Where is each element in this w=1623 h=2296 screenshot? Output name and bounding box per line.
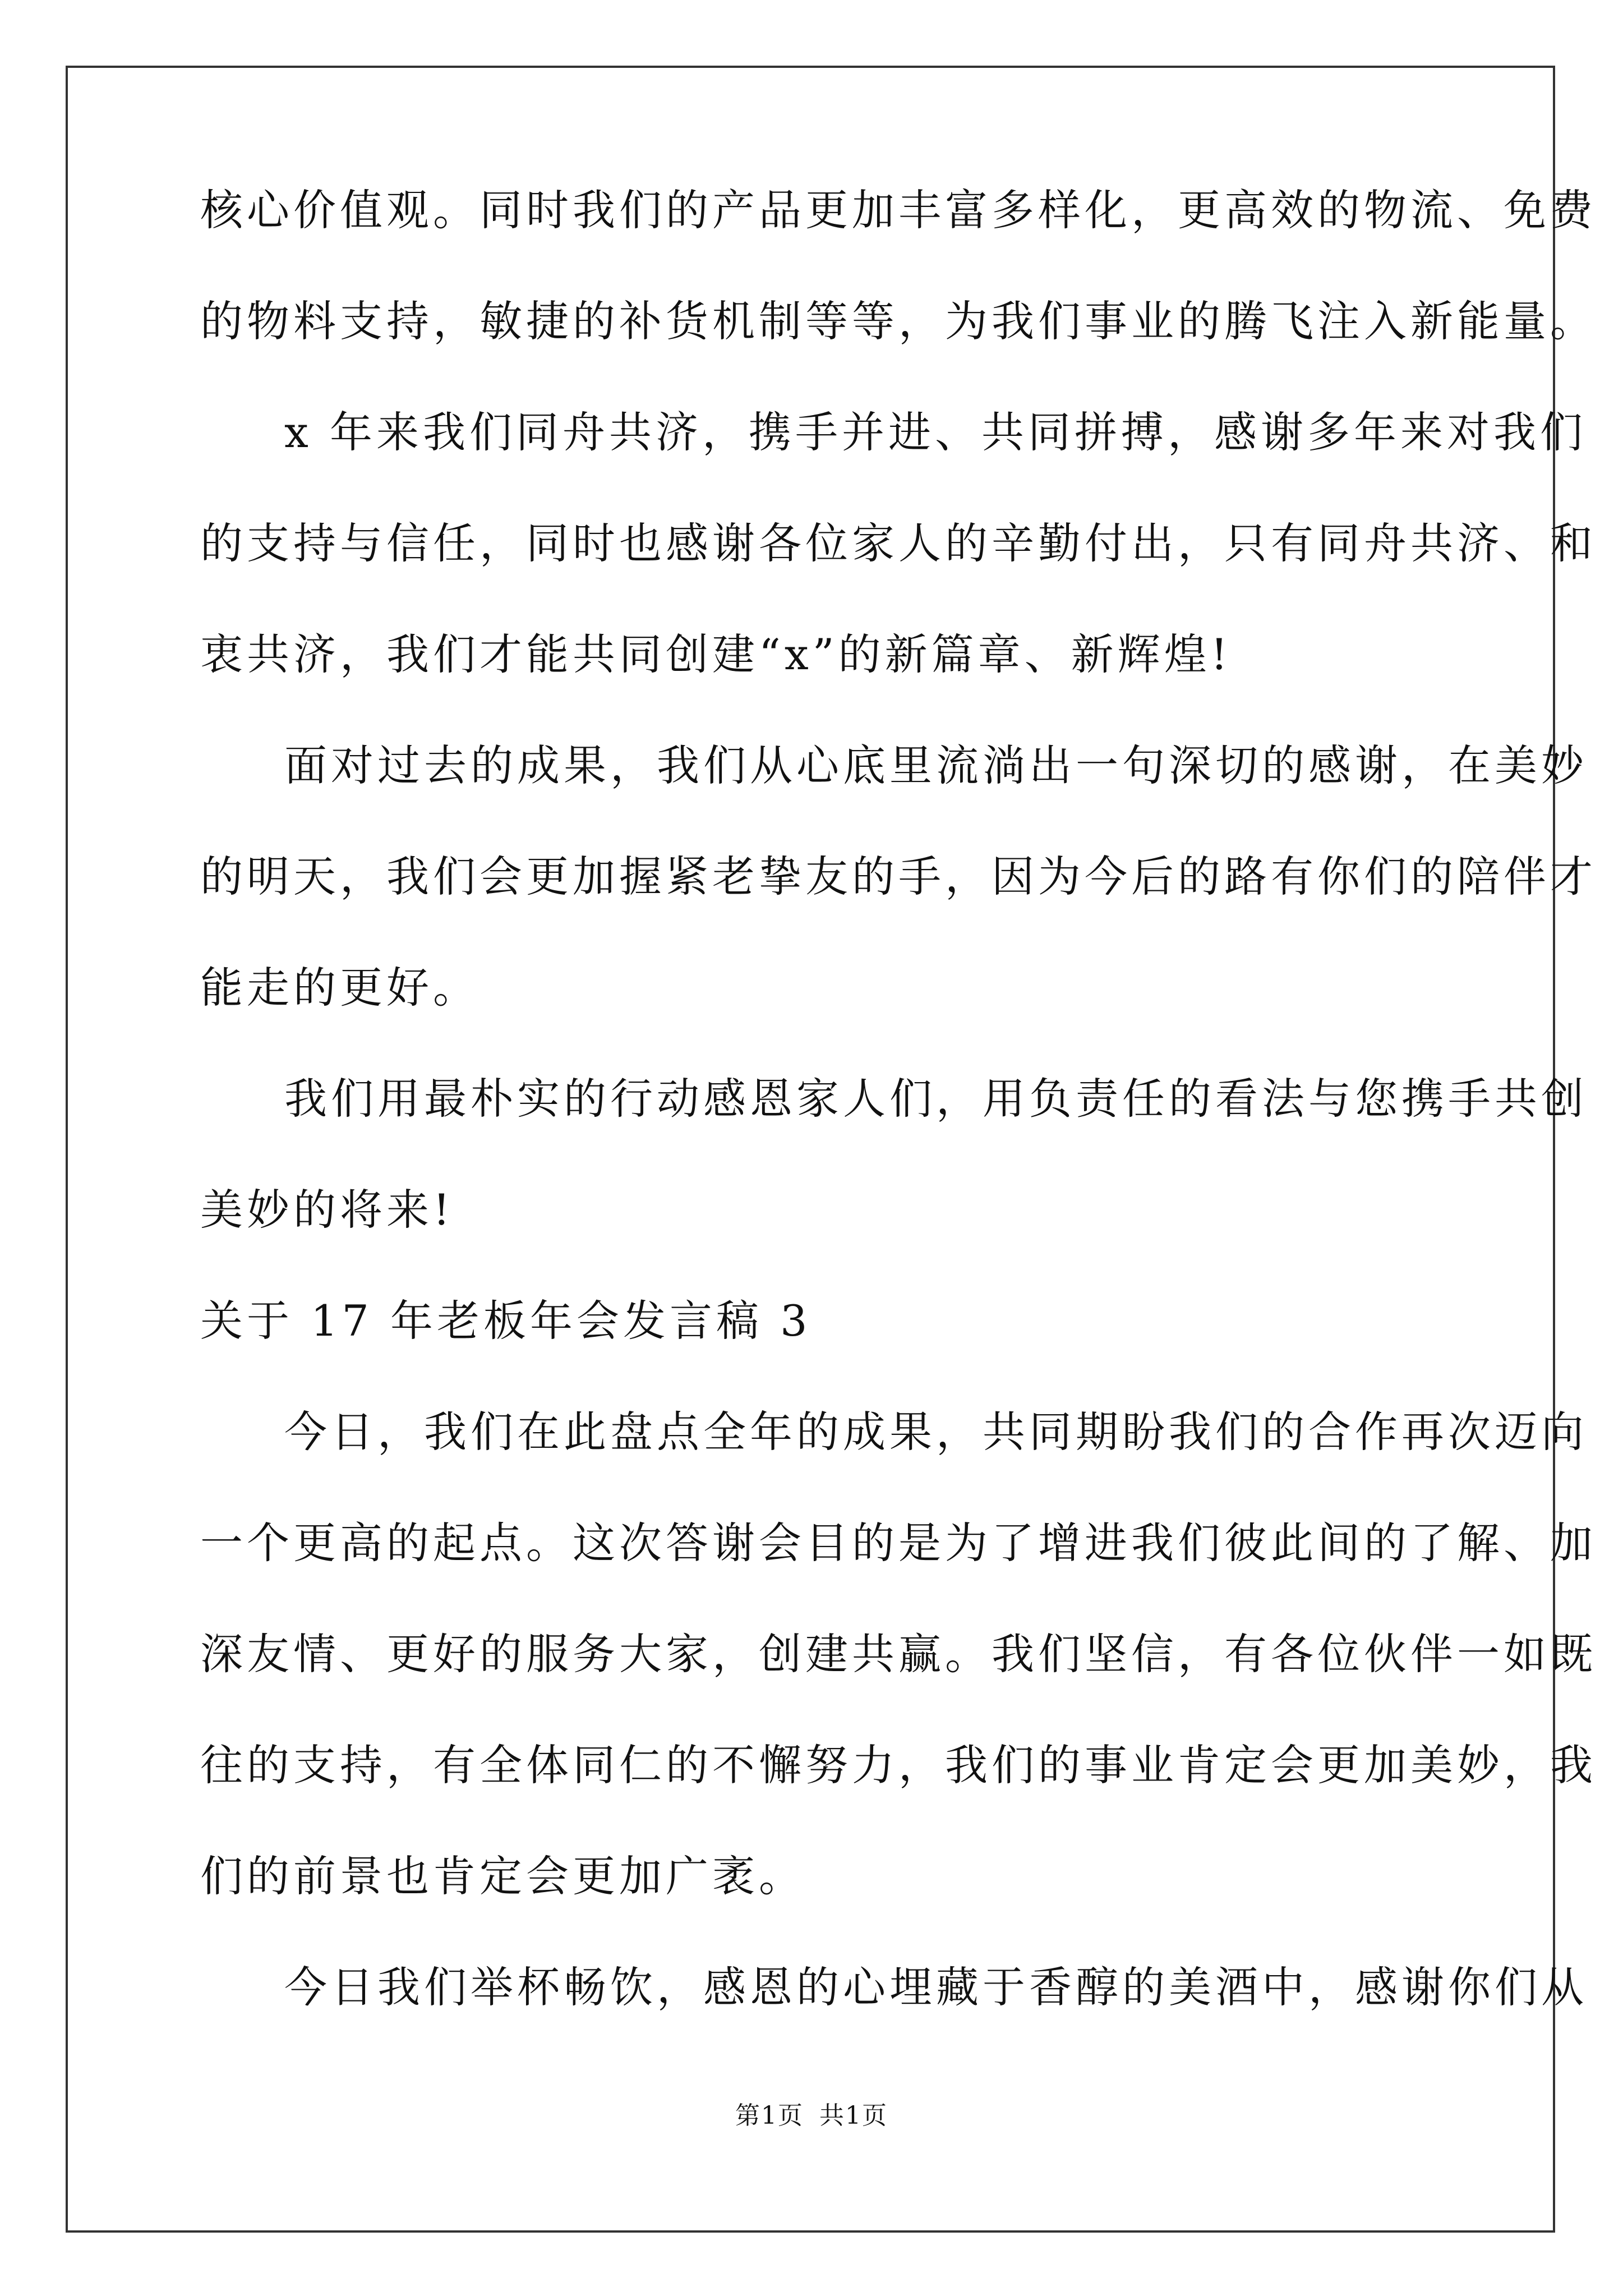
page-count: 共1页 [819,2101,888,2130]
text-line: 能走的更好。 [200,963,479,1013]
text-line: 衷共济，我们才能共同创建“x”的新篇章、新辉煌! [200,629,1232,679]
text-line: 的支持与信任，同时也感谢各位家人的辛勤付出，只有同舟共济、和 [200,518,1597,568]
page-border [66,66,1555,2233]
section-heading: 关于 17 年老板年会发言稿 3 [200,1296,811,1346]
text-line: 核心价值观。同时我们的产品更加丰富多样化，更高效的物流、免费 [200,185,1597,235]
text-line: 一个更高的起点。这次答谢会目的是为了增进我们彼此间的了解、加 [200,1518,1597,1568]
text-line: 们的前景也肯定会更加广袤。 [200,1851,805,1901]
paragraph-start-line: 我们用最朴实的行动感恩家人们，用负责任的看法与您携手共创 [284,1074,1588,1124]
paragraph-start-line: 今日我们举杯畅饮，感恩的心埋藏于香醇的美酒中，感谢你们从 [284,1962,1588,2012]
paragraph-start-line: x 年来我们同舟共济，携手并进、共同拼搏，感谢多年来对我们 [284,407,1587,457]
text-line: 往的支持，有全体同仁的不懈努力，我们的事业肯定会更加美妙，我 [200,1740,1597,1790]
page-number: 第1页 [735,2101,804,2130]
text-line: 的物料支持，敏捷的补货机制等等，为我们事业的腾飞注入新能量。 [200,296,1597,346]
paragraph-start-line: 面对过去的成果，我们从心底里流淌出一句深切的感谢，在美妙 [284,740,1588,790]
page-footer [0,2102,1623,2130]
paragraph-start-line: 今日，我们在此盘点全年的成果，共同期盼我们的合作再次迈向 [284,1407,1588,1457]
text-line: 的明天，我们会更加握紧老挚友的手，因为今后的路有你们的陪伴才 [200,852,1597,901]
text-line: 深友情、更好的服务大家，创建共赢。我们坚信，有各位伙伴一如既 [200,1629,1597,1679]
text-line: 美妙的将来! [200,1185,454,1235]
